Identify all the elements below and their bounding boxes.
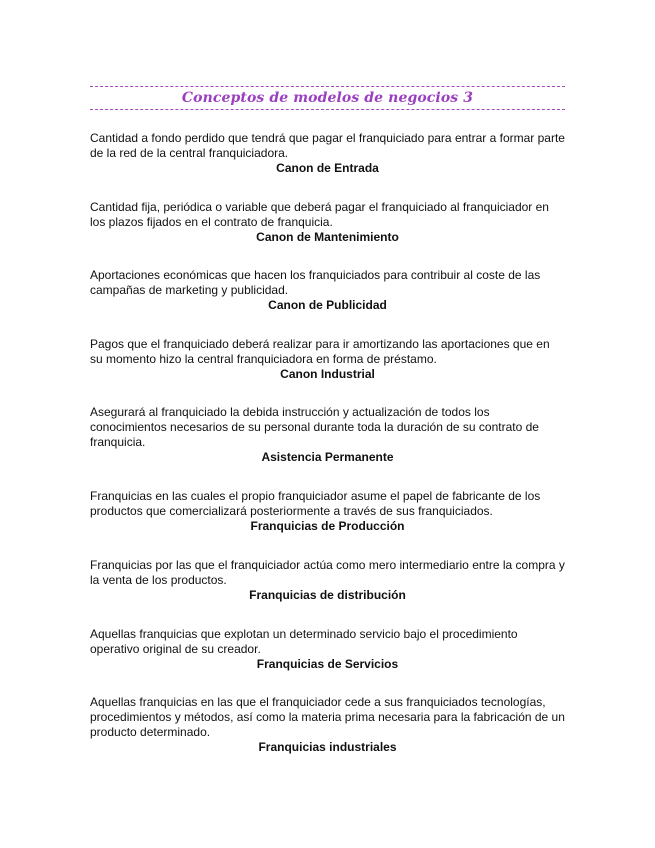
- definition-entry: [90, 695, 565, 755]
- definition-entry: [90, 200, 565, 245]
- definition-term: Franquicias de distribución: [249, 588, 406, 602]
- definition-text: Cantidad a fondo perdido que tendrá que pagar el franquiciado para entrar a formar parte de la red de la central franquiciadora.: [90, 131, 565, 160]
- definition-term: Canon de Publicidad: [268, 298, 387, 312]
- definition-term: Canon Industrial: [280, 367, 375, 381]
- definition-text: Aquellas franquicias que explotan un determinado servicio bajo el procedimiento operativo original de su creador.: [90, 627, 518, 656]
- definition-text: Franquicias en las cuales el propio franquiciador asume el papel de fabricante de los productos que comercializará posteriormente a través de sus franquiciados.: [90, 489, 541, 518]
- definition-term: Asistencia Permanente: [261, 450, 394, 464]
- definition-text: Aportaciones económicas que hacen los franquiciados para contribuir al coste de las campañas de marketing y publicidad.: [90, 268, 541, 297]
- definition-entry: [90, 405, 565, 465]
- definition-term: Franquicias de Producción: [250, 519, 405, 533]
- definition-text: Cantidad fija, periódica o variable que deberá pagar el franquiciado al franquiciador en los plazos fijados en el contrato de franquicia.: [90, 200, 549, 229]
- definition-text: Asegurará al franquiciado la debida instrucción y actualización de todos los conocimientos necesarios de su personal durante toda la duración de su contrato de franquicia.: [90, 405, 539, 449]
- definition-entry: [90, 337, 565, 382]
- page-title: Conceptos de modelos de negocios 3: [181, 90, 474, 106]
- definition-text: Aquellas franquicias en las que el franquiciador cede a sus franquiciados tecnologías, procedimientos y métodos, así como la materia prima necesaria para la fabricación de un producto determinado.: [90, 695, 565, 739]
- definition-entry: [90, 627, 565, 672]
- definition-term: Franquicias de Servicios: [256, 657, 399, 671]
- definition-term: Canon de Mantenimiento: [256, 230, 399, 244]
- definition-term: Canon de Entrada: [276, 161, 379, 175]
- title-band: [90, 86, 565, 110]
- definition-entry: [90, 268, 565, 313]
- definition-entry: [90, 558, 565, 603]
- definition-entry: [90, 131, 565, 176]
- definition-entry: [90, 489, 565, 534]
- definition-text: Pagos que el franquiciado deberá realizar para ir amortizando las aportaciones que en su momento hizo la central franquiciadora en forma de préstamo.: [90, 337, 550, 366]
- definition-text: Franquicias por las que el franquiciador actúa como mero intermediario entre la compra y la venta de los productos.: [90, 558, 565, 587]
- definition-term: Franquicias industriales: [258, 740, 397, 754]
